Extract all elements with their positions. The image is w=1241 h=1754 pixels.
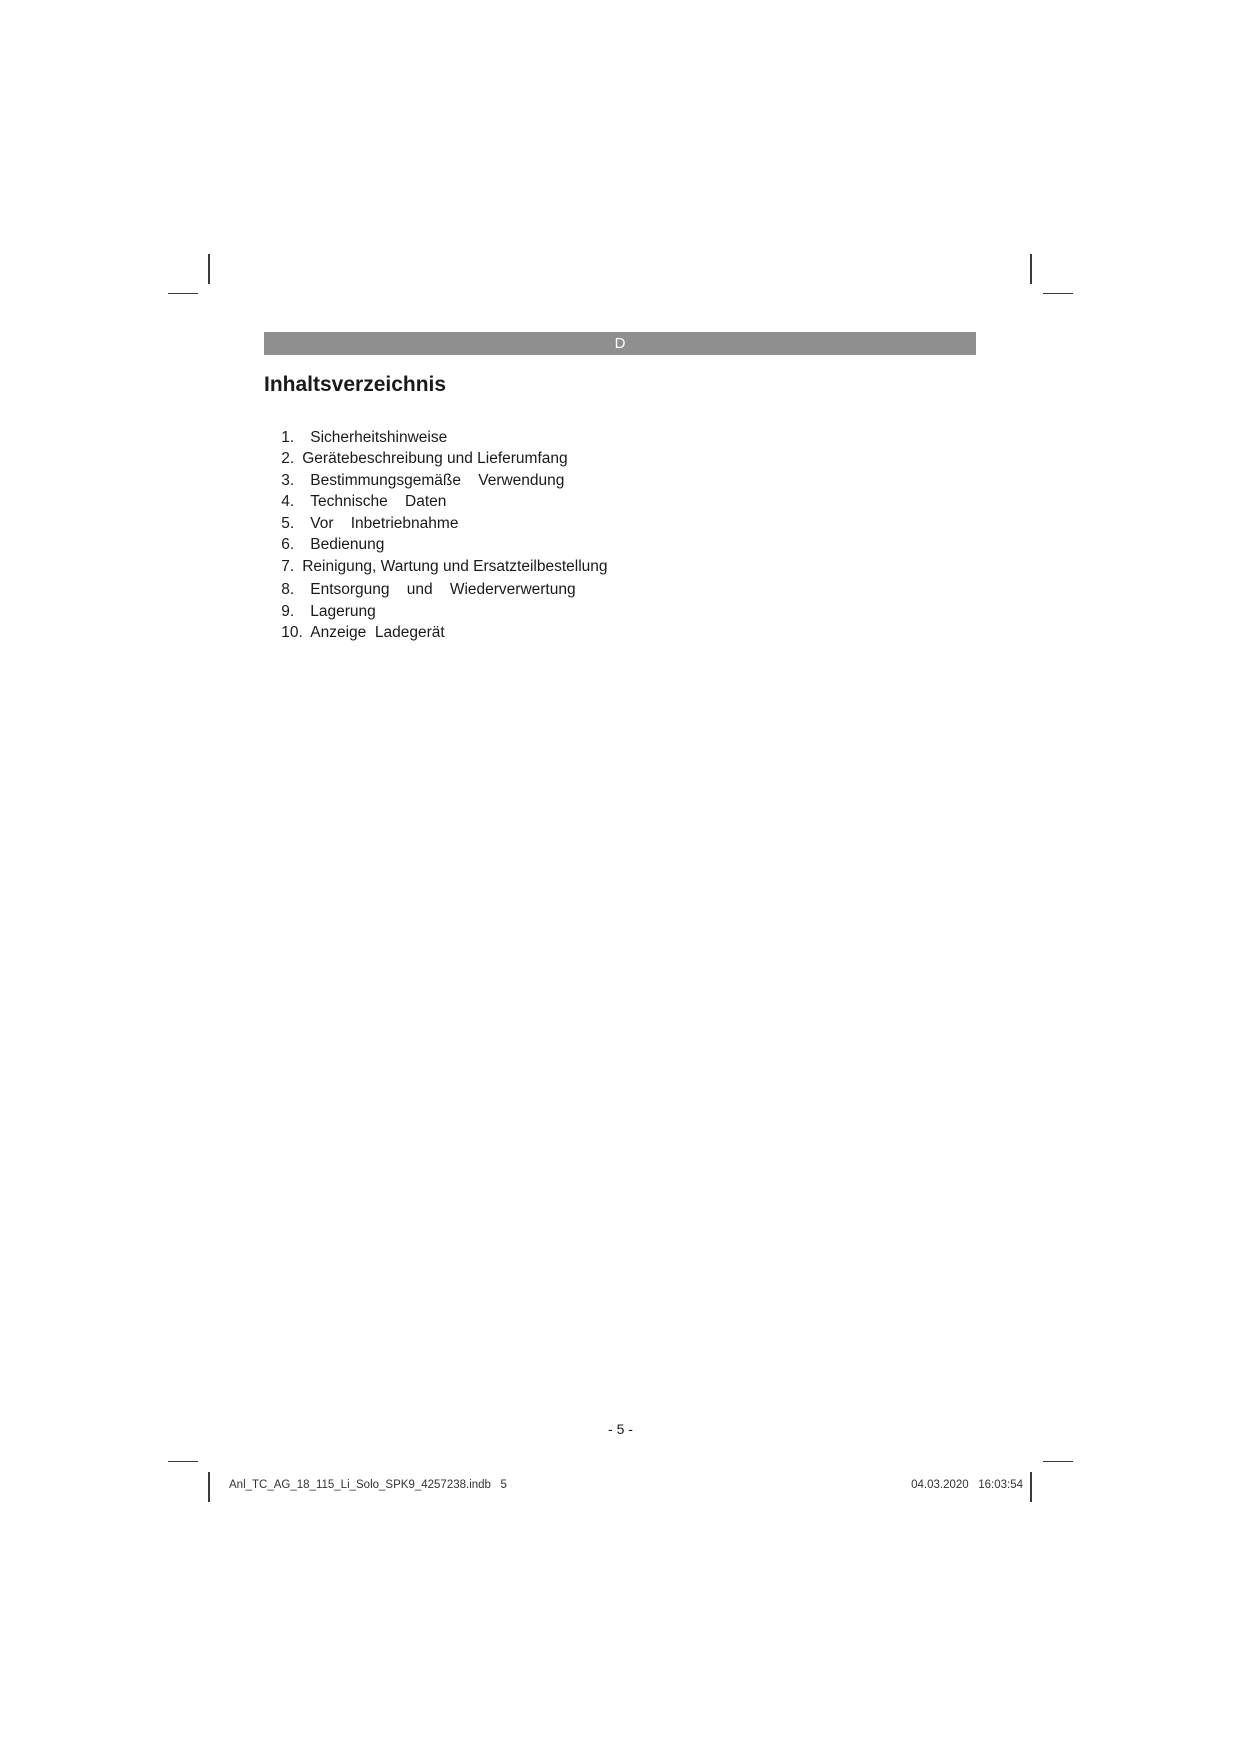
toc-item-number: 4. bbox=[281, 493, 295, 510]
toc-item-label: Bedienung bbox=[310, 536, 385, 553]
crop-mark-bottom-right-horizontal bbox=[1043, 1461, 1073, 1462]
toc-item-number: 2. bbox=[281, 450, 295, 467]
toc-item-label: Sicherheitshinweise bbox=[310, 428, 448, 446]
toc-item-number: 7. bbox=[281, 557, 295, 575]
toc-item-label: Bestimmungsgemäße Verwendung bbox=[310, 471, 565, 489]
page-number: - 5 - bbox=[608, 1421, 633, 1437]
language-code: D bbox=[614, 335, 626, 352]
toc-item-label: Entsorgung und Wiederverwertung bbox=[310, 581, 576, 598]
toc-item-label: Vor Inbetriebnahme bbox=[310, 514, 459, 532]
toc-item-label: Lagerung bbox=[310, 602, 376, 620]
crop-mark-bottom-left-horizontal bbox=[168, 1461, 198, 1462]
crop-mark-top-left-horizontal bbox=[168, 293, 198, 294]
toc-item-number: 9. bbox=[281, 602, 295, 620]
language-header-bar bbox=[264, 332, 976, 355]
crop-mark-top-right-vertical bbox=[1030, 254, 1032, 284]
toc-item-number: 1. bbox=[281, 428, 295, 446]
toc-item-number: 6. bbox=[281, 536, 295, 553]
toc-title: Inhaltsverzeichnis bbox=[264, 373, 447, 396]
toc-item-label: Anzeige Ladegerät bbox=[310, 624, 445, 641]
footer-date-time: 04.03.2020 16:03:54 bbox=[911, 1479, 1023, 1491]
toc-item bbox=[264, 405, 784, 446]
toc-item-number: 3. bbox=[281, 471, 295, 489]
crop-mark-top-left-vertical bbox=[208, 254, 210, 284]
crop-mark-bottom-right-vertical bbox=[1030, 1472, 1032, 1502]
crop-mark-top-right-horizontal bbox=[1043, 293, 1073, 294]
toc-item-number: 5. bbox=[281, 514, 295, 532]
toc-list bbox=[264, 405, 784, 641]
toc-item-number: 8. bbox=[281, 581, 295, 598]
toc-item-number: 10. bbox=[281, 624, 303, 641]
toc-item-label: Gerätebeschreibung und Lieferumfang bbox=[302, 450, 568, 467]
toc-item-label: Reinigung, Wartung und Ersatzteilbestellung bbox=[302, 557, 608, 575]
footer-file-name: Anl_TC_AG_18_115_Li_Solo_SPK9_4257238.indb 5 bbox=[229, 1479, 507, 1491]
crop-mark-bottom-left-vertical bbox=[208, 1472, 210, 1502]
toc-item-label: Technische Daten bbox=[310, 493, 447, 510]
